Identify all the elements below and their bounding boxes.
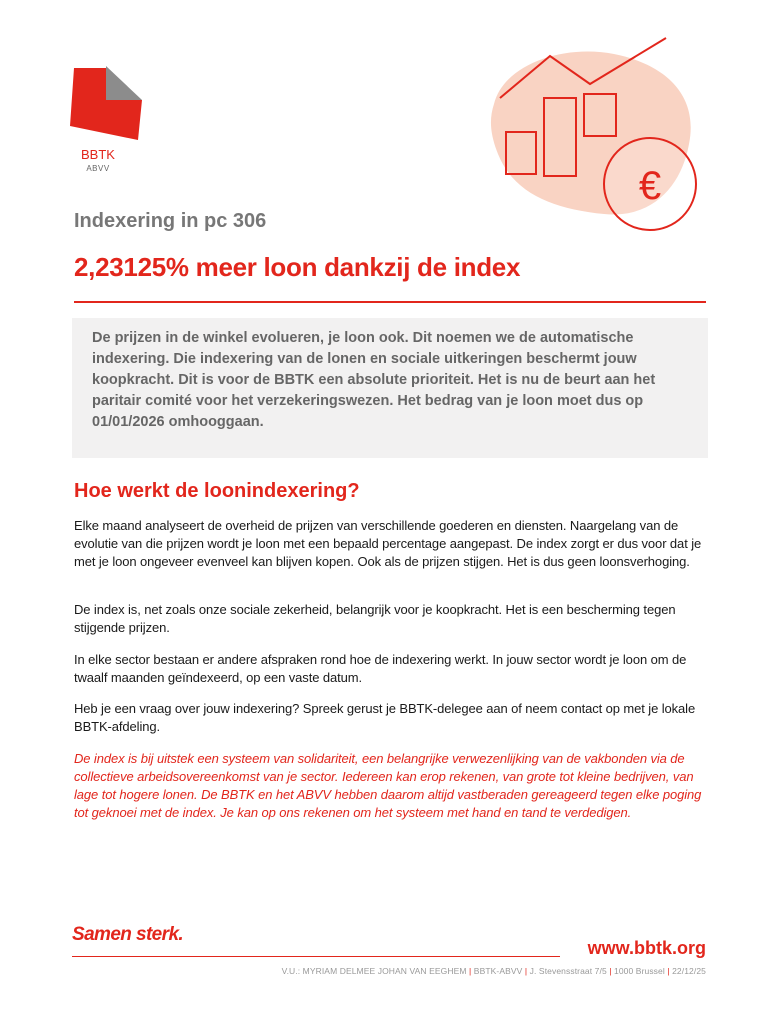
publisher-line [150, 966, 706, 976]
publication-date: 22/12/25 [672, 966, 706, 976]
euro-symbol: € [638, 164, 662, 208]
separator: | [469, 966, 472, 976]
website-link[interactable]: www.bbtk.org [587, 938, 706, 958]
document-subtitle: Indexering in pc 306 [74, 210, 267, 232]
bbtk-logo-icon [66, 66, 142, 142]
logo-grey-fold [106, 66, 142, 100]
section-heading: Hoe werkt de loonindexering? [74, 480, 360, 502]
body-paragraph-2: De index is, net zoals onze sociale zekerheid, belangrijk voor je koopkracht. Het is een bescherming tegen stijgende prijzen. [74, 602, 676, 635]
separator: | [609, 966, 612, 976]
separator: | [524, 966, 528, 976]
title-divider [74, 301, 706, 303]
intro-text: De prijzen in de winkel evolueren, je loon ook. Dit noemen we de automatische indexering. Die indexering van de lonen en sociale uitkeringen beschermt jouw koopkracht. Dit is voor de BBTK een absolute prioriteit. Het is nu de beurt aan het paritair comité voor het verzekeringswezen. Het bedrag van je loon moet dus op 01/01/2026 omhooggaan. [92, 330, 656, 430]
body-paragraph-4: Heb je een vraag over jouw indexering? Spreek gerust je BBTK-delegee aan of neem contact op met je lokale BBTK-afdeling. [74, 701, 696, 734]
publisher-name: V.U.: MYRIAM DELMEE JOHAN VAN EEGHEM [281, 966, 467, 976]
body-paragraph-3: In elke sector bestaan er andere afspraken rond hoe de indexering werkt. In jouw sector wordt je loon om de twaalf maanden geïndexeerd, op een vaste datum. [74, 652, 687, 685]
footer-divider [72, 956, 560, 957]
euro-coin-icon [604, 138, 696, 230]
brand-subname: ABVV [86, 164, 110, 173]
city: 1000 Brussel [614, 966, 665, 976]
body-paragraph-1: Elke maand analyseert de overheid de prijzen van verschillende goederen en diensten. Naargelang van de evolutie van die prijzen wordt je loon met een bepaald percentage aangepast. De index zorgt er dus voor dat je met je loon ongeveer evenveel kan blijven kopen. Ook als de prijzen stijgen. Het is dus geen loonsverhoging. [74, 518, 702, 569]
separator: | [667, 966, 670, 976]
slogan: Samen sterk. [72, 924, 184, 945]
logo-red-shape [70, 68, 142, 140]
document-title: 2,23125% meer loon dankzij de index [74, 252, 521, 282]
brand-name: BBTK [81, 147, 115, 162]
closing-statement: De index is bij uitstek een systeem van solidariteit, een belangrijke verwezenlijking van de vakbonden via de collectieve arbeidsovereenkomst van je sector. Iedereen kan erop rekenen, van grote tot kleine bedrijven, van lage tot hogere lonen. De BBTK en het ABVV hebben daarom altijd vastberaden gereageerd tegen elke poging tot geknoei met de index. Je kan op ons rekenen om het systeem met hand en tand te verdedigen. [74, 751, 702, 820]
organisation: BBTK-ABVV [473, 966, 523, 976]
address: J. Stevensstraat 7/5 [529, 966, 607, 976]
index-illustration [484, 34, 704, 234]
